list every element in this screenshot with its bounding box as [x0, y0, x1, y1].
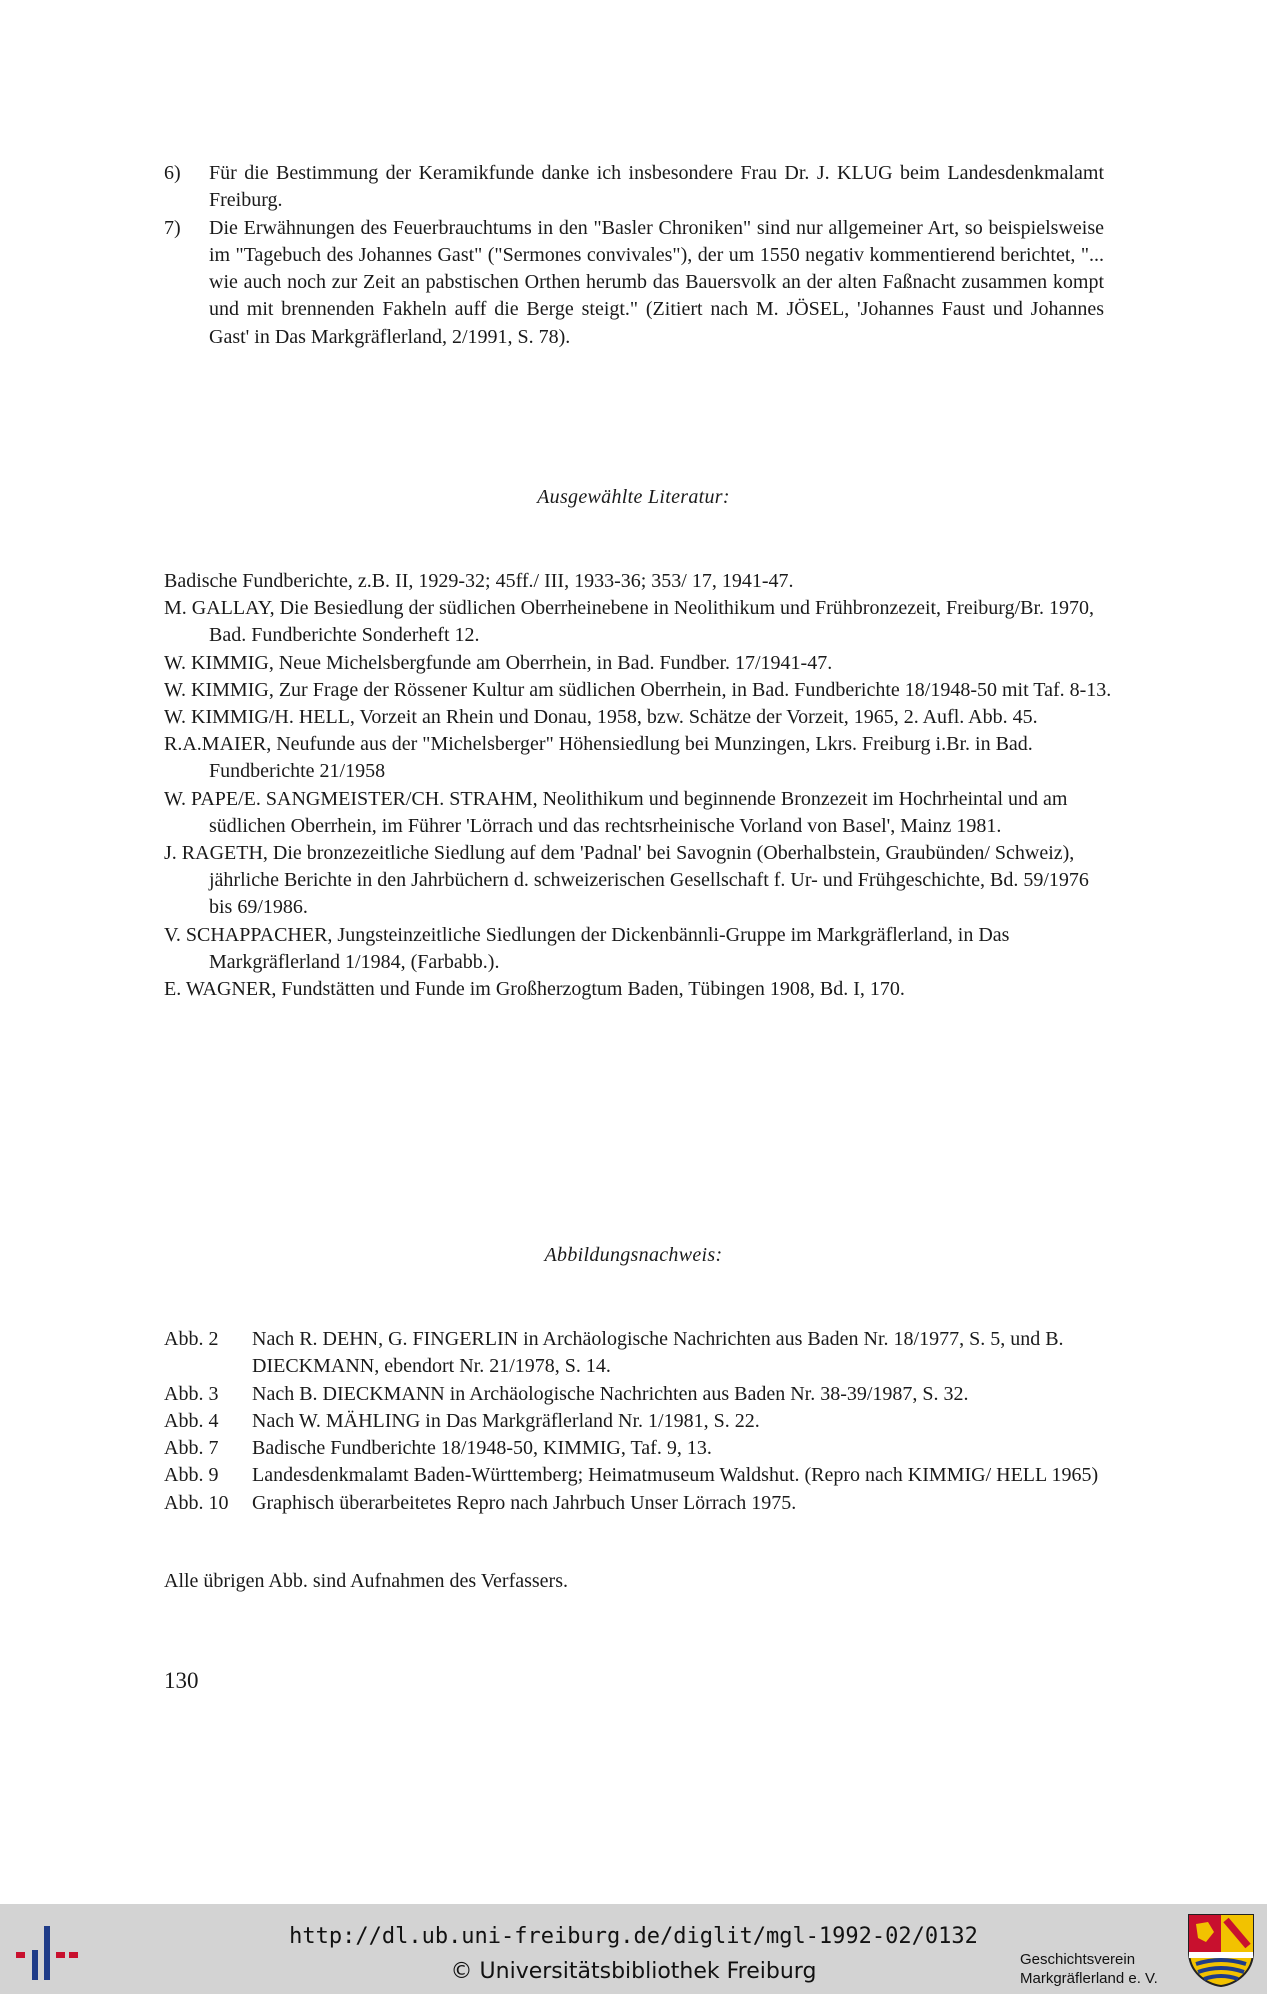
figure-source: Badische Fundberichte 18/1948-50, KIMMIG, Taf. 9, 13. [252, 1437, 712, 1460]
literature-heading: Ausgewählte Literatur: [537, 486, 730, 508]
society-line: Geschichtsverein [1020, 1951, 1136, 1968]
figure-credits [164, 1326, 1114, 1517]
page-number: 130 [164, 1668, 199, 1693]
literature-item: R.A.MAIER, Neufunde aus der "Michelsberger" Höhensiedlung bei Munzingen, Lkrs. Freiburg i.Br. in Bad. Fundberichte 21/1958 [164, 733, 1033, 783]
figure-credit-row [164, 1435, 1114, 1462]
footnote [164, 160, 1104, 215]
figure-credit-row [164, 1408, 1114, 1435]
coat-of-arms-icon [1186, 1912, 1256, 1988]
literature-list [164, 568, 1114, 1003]
copyright-text: © Universitätsbibliothek Freiburg [450, 1959, 817, 1984]
footnote-text: Für die Bestimmung der Keramikfunde danke ich insbesondere Frau Dr. J. KLUG beim Landesdenkmalamt Freiburg. [209, 162, 1104, 212]
figure-credit-row [164, 1326, 1114, 1381]
literature-item: Badische Fundberichte, z.B. II, 1929-32; 45ff./ III, 1933-36; 353/ 17, 1941-47. [164, 570, 794, 592]
figure-credit-row [164, 1490, 1114, 1517]
figure-source: Landesdenkmalamt Baden-Württemberg; Heimatmuseum Waldshut. (Repro nach KIMMIG/ HELL 1965) [252, 1464, 1099, 1487]
figure-source: Graphisch überarbeitetes Repro nach Jahrbuch Unser Lörrach 1975. [252, 1491, 797, 1514]
footnotes [164, 160, 1104, 351]
figure-credit-row [164, 1462, 1114, 1489]
society-name [1020, 1950, 1158, 1988]
society-line: Markgräflerland e. V. [1020, 1970, 1158, 1987]
figure-label: Abb. 9 [164, 1464, 219, 1487]
literature-item: E. WAGNER, Fundstätten und Funde im Großherzogtum Baden, Tübingen 1908, Bd. I, 170. [164, 978, 905, 1001]
permalink-link[interactable]: http://dl.ub.uni-freiburg.de/diglit/mgl-1992-02/0132 [289, 1924, 978, 1949]
literature-item: M. GALLAY, Die Besiedlung der südlichen Oberrheinebene in Neolithikum und Frühbronzezeit, Freiburg/Br. 1970, Bad. Fundberichte Sonderheft 12. [164, 597, 1095, 647]
literature-item: W. KIMMIG, Neue Michelsbergfunde am Oberrhein, in Bad. Fundber. 17/1941-47. [164, 651, 833, 674]
footer-bar [0, 1904, 1267, 1994]
figure-label: Abb. 4 [164, 1409, 219, 1432]
figures-heading: Abbildungsnachweis: [544, 1244, 723, 1266]
figure-source: Nach R. DEHN, G. FINGERLIN in Archäologische Nachrichten aus Baden Nr. 18/1977, S. 5, und B. DIECKMANN, ebendort Nr. 21/1978, S. 14. [252, 1328, 1064, 1378]
closing-note: Alle übrigen Abb. sind Aufnahmen des Verfassers. [164, 1570, 569, 1592]
figure-label: Abb. 2 [164, 1328, 219, 1350]
footnote [164, 215, 1104, 351]
figure-label: Abb. 10 [164, 1491, 229, 1514]
figure-label: Abb. 3 [164, 1382, 219, 1405]
literature-item: W. KIMMIG/H. HELL, Vorzeit an Rhein und Donau, 1958, bzw. Schätze der Vorzeit, 1965, 2. Aufl. Abb. 45. [164, 706, 1038, 729]
figure-source: Nach W. MÄHLING in Das Markgräflerland Nr. 1/1981, S. 22. [252, 1409, 760, 1432]
literature-item: W. PAPE/E. SANGMEISTER/CH. STRAHM, Neolithikum und beginnende Bronzezeit im Hochrheintal und am südlichen Oberrhein, im Führer 'Lörrach und das rechtsrheinische Vorland von Basel', Mainz 1981. [164, 787, 1068, 837]
footnote-number: 7) [164, 216, 181, 239]
literature-item: W. KIMMIG, Zur Frage der Rössener Kultur am südlichen Oberrhein, in Bad. Fundberichte 18/1948-50 mit Taf. 8-13. [164, 678, 1112, 701]
figure-credit-row [164, 1381, 1114, 1408]
figure-label: Abb. 7 [164, 1437, 219, 1460]
footnote-text: Die Erwähnungen des Feuerbrauchtums in den "Basler Chroniken" sind nur allgemeiner Art, so beispielsweise im "Tagebuch des Johannes Gast" ("Sermones convivales"), der um 1550 negativ kommentierend berichtet, "... wie auch noch zur Zeit an pabstischen Orthen herumb das Bauersvolk an der alten Faßnacht zusammen kompt und mit brennenden Fakheln auff die Berge steigt." (Zitiert nach M. JÖSEL, 'Johannes Faust und Johannes Gast' in Das Markgräflerland, 2/1991, S. 78). [209, 216, 1104, 348]
figure-source: Nach B. DIECKMANN in Archäologische Nachrichten aus Baden Nr. 38-39/1987, S. 32. [252, 1382, 969, 1405]
footnote-number: 6) [164, 162, 181, 184]
literature-item: V. SCHAPPACHER, Jungsteinzeitliche Siedlungen der Dickenbännli-Gruppe im Markgräflerland, in Das Markgräflerland 1/1984, (Farbabb.). [164, 923, 1010, 973]
literature-item: J. RAGETH, Die bronzezeitliche Siedlung auf dem 'Padnal' bei Savognin (Oberhalbstein, Graubünden/ Schweiz), jährliche Berichte in den Jahrbüchern d. schweizerischen Gesellschaft f. Ur- und Frühgeschichte, Bd. 59/1976 bis 69/1986. [164, 842, 1089, 919]
